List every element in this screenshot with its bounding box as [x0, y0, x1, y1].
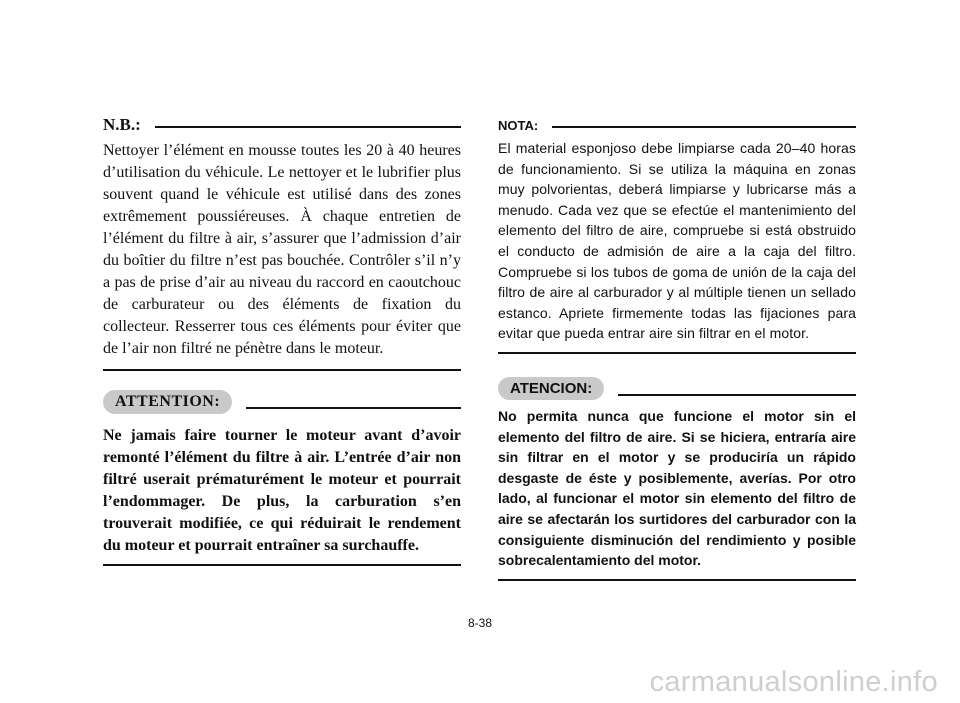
- attention-bottom-rule: [103, 564, 461, 566]
- nb-bottom-rule: [103, 369, 461, 371]
- nb-header-rule: [155, 126, 461, 128]
- atencion-header: [498, 374, 856, 404]
- nb-header: [103, 112, 461, 138]
- watermark: carmanualsonline.info: [649, 666, 938, 698]
- atencion-header-rule: [618, 394, 856, 396]
- spanish-column: [498, 112, 856, 581]
- nota-header: [498, 112, 856, 138]
- attention-badge: ATTENTION:: [103, 390, 232, 414]
- atencion-badge: ATENCION:: [498, 377, 604, 400]
- atencion-paragraph: No permita nunca que funcione el motor sin el elemento del filtro de aire. Si se hiciera, entraría aire sin filtrar en el motor y se produciría un rápido desgaste de éste y posiblemente, averías. Por otro lado, al funcionar el motor sin elemento del filtro de aire se afectarán los surtidores del carburador con la consiguiente disminución del rendimiento y posible sobrecalentamiento del motor.: [498, 407, 856, 569]
- atencion-bottom-rule: [498, 579, 856, 581]
- nb-title: N.B.:: [103, 115, 141, 134]
- nota-header-rule: [552, 126, 856, 128]
- attention-paragraph: Ne jamais faire tourner le moteur avant d’avoir remonté l’élément du filtre à air. L’entrée d’air non filtré userait prématurément le moteur et pourrait l’endommager. De plus, la carburation s’en trouverait modifiée, ce qui réduirait le rendement du moteur et pourrait entraîner sa surchauffe.: [103, 427, 461, 554]
- attention-header-rule: [246, 407, 461, 409]
- nota-bottom-rule: [498, 352, 856, 354]
- nb-paragraph: Nettoyer l’élément en mousse toutes les 20 à 40 heures d’utilisation du véhicule. Le nettoyer et le lubrifier plus souvent quand le véhicule est utilisé dans des zones extrêmement poussiéreuses. À chaque entretien de l’élément du filtre à air, s’assurer que l’admission d’air du boîtier du filtre n’est pas bouchée. Contrôler s’il n’y a pas de prise d’air au niveau du raccord en caoutchouc de carburateur ou des éléments de fixation du collecteur. Resserrer tous ces éléments pour éviter que de l’air non filtré ne pénètre dans le moteur.: [103, 142, 461, 357]
- nota-title: NOTA:: [498, 117, 539, 133]
- nota-paragraph: El material esponjoso debe limpiarse cada 20–40 horas de funcionamiento. Si se utiliza la máquina en zonas muy polvorientas, deberá limpiarse y lubricarse más a menudo. Cada vez que se efectúe el mantenimiento del elemento del filtro de aire, compruebe si está obstruido el conducto de admisión de aire a la caja del filtro. Compruebe si los tubos de goma de unión de la caja del filtro de aire al carburador y al múltiple tienen un sellado estanco. Apriete firmemente todas las fijaciones para evitar que pueda entrar aire sin filtrar en el motor.: [498, 140, 856, 342]
- french-column: [103, 112, 461, 566]
- attention-header: [103, 387, 461, 417]
- page-number: 8-38: [467, 616, 493, 630]
